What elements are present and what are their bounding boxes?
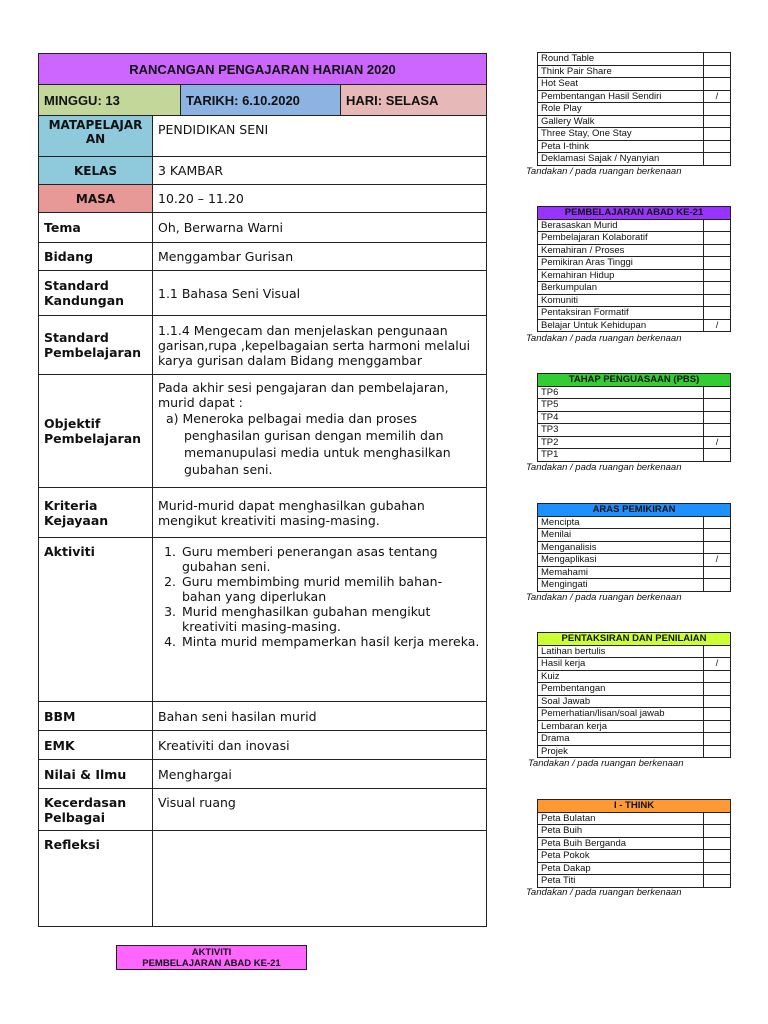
aktiviti-abad21-box	[116, 945, 307, 970]
checklist-item-label: Three Stay, One Stay	[538, 128, 704, 141]
checklist-row	[538, 257, 731, 270]
checklist-mark-cell[interactable]	[704, 128, 731, 141]
checklist-item-label: Pembelajaran Kolaboratif	[538, 232, 704, 245]
plan-title: RANCANGAN PENGAJARAN HARIAN 2020	[39, 54, 487, 85]
checklist-mark-cell[interactable]	[704, 269, 731, 282]
checklist-mark-cell[interactable]	[704, 733, 731, 746]
aktiviti-item: 1. Guru memberi penerangan asas tentang gubahan seni.	[180, 544, 481, 574]
checklist-row	[538, 90, 731, 103]
checklist-mark-cell[interactable]	[704, 53, 731, 66]
checklist-row	[538, 862, 731, 875]
aktiviti-item: 4. Minta murid mempamerkan hasil kerja mereka.	[180, 634, 481, 649]
checklist-mark-cell[interactable]	[704, 115, 731, 128]
teknik-note: Tandakan / pada ruangan berkenaan	[526, 166, 682, 177]
checklist-item-label: Kemahiran / Proses	[538, 244, 704, 257]
checklist-mark-cell[interactable]	[704, 257, 731, 270]
checklist-row	[538, 78, 731, 91]
checklist-item-label: TP2	[538, 436, 704, 449]
nilai-label: Nilai & Ilmu	[39, 760, 153, 789]
bidang-value: Menggambar Gurisan	[153, 243, 487, 271]
pbs-note: Tandakan / pada ruangan berkenaan	[526, 462, 682, 473]
checklist-mark-cell[interactable]	[704, 862, 731, 875]
checklist-mark-cell[interactable]: /	[704, 90, 731, 103]
standard-kandungan-label: Standard Kandungan	[39, 271, 153, 316]
checklist-item-label: Think Pair Share	[538, 65, 704, 78]
pentaksiran-header-row	[538, 633, 731, 646]
checklist-item-label: TP1	[538, 449, 704, 462]
aktiviti-list	[158, 544, 481, 649]
checklist-row	[538, 670, 731, 683]
checklist-row	[538, 103, 731, 116]
checklist-item-label: Pemerhatian/lisan/soal jawab	[538, 708, 704, 721]
checklist-row	[538, 53, 731, 66]
checklist-item-label: TP3	[538, 424, 704, 437]
checklist-row	[538, 850, 731, 863]
checklist-row	[538, 307, 731, 320]
checklist-mark-cell[interactable]	[704, 566, 731, 579]
checklist-row	[538, 319, 731, 332]
checklist-item-label: Lembaran kerja	[538, 720, 704, 733]
checklist-item-label: Peta Buih	[538, 825, 704, 838]
checklist-mark-cell[interactable]	[704, 695, 731, 708]
checklist-mark-cell[interactable]	[704, 424, 731, 437]
aras-header: ARAS PEMIKIRAN	[538, 504, 731, 517]
checklist-mark-cell[interactable]: /	[704, 436, 731, 449]
checklist-row	[538, 449, 731, 462]
checklist-item-label: Kuiz	[538, 670, 704, 683]
kecerdasan-value: Visual ruang	[153, 789, 487, 831]
checklist-item-label: Pembentangan Hasil Sendiri	[538, 90, 704, 103]
checklist-row	[538, 812, 731, 825]
checklist-item-label: Role Play	[538, 103, 704, 116]
checklist-item-label: Menilai	[538, 529, 704, 542]
tarikh-cell: TARIKH: 6.10.2020	[181, 85, 341, 116]
matapelajaran-label: MATAPELAJARAN	[39, 116, 153, 157]
checklist-row	[538, 269, 731, 282]
pbs-checklist	[537, 373, 731, 462]
checklist-row	[538, 529, 731, 542]
checklist-row	[538, 658, 731, 671]
checklist-row	[538, 733, 731, 746]
checklist-mark-cell[interactable]	[704, 670, 731, 683]
checklist-mark-cell[interactable]	[704, 399, 731, 412]
kriteria-value: Murid-murid dapat menghasilkan gubahan mengikut kreativiti masing-masing.	[153, 488, 487, 538]
checklist-row	[538, 645, 731, 658]
aras-header-row	[538, 504, 731, 517]
checklist-row	[538, 720, 731, 733]
checklist-mark-cell[interactable]	[704, 645, 731, 658]
checklist-mark-cell[interactable]	[704, 837, 731, 850]
checklist-item-label: Gallery Walk	[538, 115, 704, 128]
checklist-mark-cell[interactable]	[704, 812, 731, 825]
checklist-item-label: Peta Buih Berganda	[538, 837, 704, 850]
abad21-checklist	[537, 206, 731, 332]
checklist-mark-cell[interactable]	[704, 386, 731, 399]
objektif-intro: Pada akhir sesi pengajaran dan pembelajaran, murid dapat :	[158, 380, 449, 410]
bbm-label: BBM	[39, 702, 153, 731]
aktiviti-item: 3. Murid menghasilkan gubahan mengikut kreativiti masing-masing.	[180, 604, 481, 634]
checklist-mark-cell[interactable]	[704, 449, 731, 462]
bbm-value: Bahan seni hasilan murid	[153, 702, 487, 731]
checklist-mark-cell[interactable]	[704, 219, 731, 232]
kecerdasan-label: Kecerdasan Pelbagai	[39, 789, 153, 831]
minggu-cell: MINGGU: 13	[39, 85, 181, 116]
checklist-item-label: Deklamasi Sajak / Nyanyian	[538, 153, 704, 166]
checklist-row	[538, 115, 731, 128]
checklist-row	[538, 683, 731, 696]
bidang-label: Bidang	[39, 243, 153, 271]
checklist-row	[538, 219, 731, 232]
checklist-row	[538, 554, 731, 567]
matapelajaran-value: PENDIDIKAN SENI	[153, 116, 487, 157]
aktiviti-abad21-line2: PEMBELAJARAN ABAD KE-21	[142, 958, 281, 969]
checklist-item-label: TP5	[538, 399, 704, 412]
lesson-plan-table	[38, 53, 486, 927]
nilai-value: Menghargai	[153, 760, 487, 789]
checklist-item-label: Hot Seat	[538, 78, 704, 91]
checklist-mark-cell[interactable]	[704, 516, 731, 529]
checklist-item-label: Pentaksiran Formatif	[538, 307, 704, 320]
checklist-mark-cell[interactable]	[704, 745, 731, 758]
checklist-mark-cell[interactable]: /	[704, 554, 731, 567]
standard-pembelajaran-value: 1.1.4 Mengecam dan menjelaskan pengunaan garisan,rupa ,kepelbagaian serta harmoni melalui karya gurisan dalam Bidang menggambar	[153, 316, 487, 375]
checklist-item-label: Pemikiran Aras Tinggi	[538, 257, 704, 270]
checklist-row	[538, 825, 731, 838]
standard-pembelajaran-label: Standard Pembelajaran	[39, 316, 153, 375]
checklist-item-label: Peta Dakap	[538, 862, 704, 875]
checklist-row	[538, 65, 731, 78]
checklist-row	[538, 516, 731, 529]
checklist-mark-cell[interactable]	[704, 850, 731, 863]
emk-label: EMK	[39, 731, 153, 760]
checklist-item-label: Pembentangan	[538, 683, 704, 696]
checklist-mark-cell[interactable]	[704, 282, 731, 295]
checklist-item-label: Drama	[538, 733, 704, 746]
checklist-item-label: Mengaplikasi	[538, 554, 704, 567]
checklist-row	[538, 128, 731, 141]
hari-cell: HARI: SELASA	[341, 85, 487, 116]
checklist-mark-cell[interactable]	[704, 683, 731, 696]
checklist-item-label: Berkumpulan	[538, 282, 704, 295]
pbs-header-row	[538, 374, 731, 387]
checklist-mark-cell[interactable]	[704, 232, 731, 245]
checklist-item-label: Belajar Untuk Kehidupan	[538, 319, 704, 332]
checklist-row	[538, 294, 731, 307]
checklist-row	[538, 282, 731, 295]
checklist-item-label: Soal Jawab	[538, 695, 704, 708]
abad21-header-row	[538, 207, 731, 220]
checklist-mark-cell[interactable]	[704, 708, 731, 721]
ithink-header-row	[538, 800, 731, 813]
aras-note: Tandakan / pada ruangan berkenaan	[526, 592, 682, 603]
checklist-row	[538, 837, 731, 850]
checklist-item-label: Peta I-think	[538, 140, 704, 153]
checklist-item-label: Hasil kerja	[538, 658, 704, 671]
checklist-row	[538, 541, 731, 554]
ithink-checklist	[537, 799, 731, 888]
objektif-item: a) Meneroka pelbagai media dan proses penghasilan gurisan dengan memilih dan memanupulasi media untuk menghasilkan gubahan seni.	[166, 411, 451, 477]
checklist-mark-cell[interactable]	[704, 529, 731, 542]
ithink-note: Tandakan / pada ruangan berkenaan	[526, 887, 682, 898]
abad21-header: PEMBELAJARAN ABAD KE-21	[538, 207, 731, 220]
checklist-mark-cell[interactable]	[704, 103, 731, 116]
kelas-value: 3 KAMBAR	[153, 157, 487, 185]
checklist-mark-cell[interactable]	[704, 244, 731, 257]
checklist-item-label: Berasaskan Murid	[538, 219, 704, 232]
checklist-mark-cell[interactable]	[704, 579, 731, 592]
checklist-item-label: Round Table	[538, 53, 704, 66]
checklist-row	[538, 232, 731, 245]
checklist-item-label: Mencipta	[538, 516, 704, 529]
aras-checklist	[537, 503, 731, 592]
checklist-row	[538, 875, 731, 888]
checklist-row	[538, 386, 731, 399]
checklist-row	[538, 436, 731, 449]
checklist-row	[538, 745, 731, 758]
checklist-item-label: TP4	[538, 411, 704, 424]
checklist-mark-cell[interactable]	[704, 720, 731, 733]
checklist-item-label: Latihan bertulis	[538, 645, 704, 658]
checklist-mark-cell[interactable]	[704, 78, 731, 91]
checklist-item-label: Peta Bulatan	[538, 812, 704, 825]
checklist-item-label: Peta Titi	[538, 875, 704, 888]
checklist-item-label: Komuniti	[538, 294, 704, 307]
aktiviti-label: Aktiviti	[39, 538, 153, 702]
checklist-item-label: Menganalisis	[538, 541, 704, 554]
pentaksiran-note: Tandakan / pada ruangan berkenaan	[528, 758, 684, 769]
checklist-mark-cell[interactable]	[704, 65, 731, 78]
checklist-row	[538, 399, 731, 412]
ithink-header: I - THINK	[538, 800, 731, 813]
masa-label: MASA	[39, 185, 153, 213]
checklist-row	[538, 244, 731, 257]
standard-kandungan-value: 1.1 Bahasa Seni Visual	[153, 271, 487, 316]
checklist-mark-cell[interactable]: /	[704, 319, 731, 332]
checklist-item-label: Peta Pokok	[538, 850, 704, 863]
checklist-row	[538, 695, 731, 708]
pentaksiran-checklist	[537, 632, 731, 758]
aktiviti-value	[153, 538, 487, 702]
tema-label: Tema	[39, 213, 153, 243]
objektif-list	[158, 410, 481, 478]
checklist-mark-cell[interactable]	[704, 875, 731, 888]
checklist-mark-cell[interactable]	[704, 294, 731, 307]
checklist-mark-cell[interactable]	[704, 825, 731, 838]
checklist-row	[538, 411, 731, 424]
checklist-mark-cell[interactable]	[704, 307, 731, 320]
checklist-row	[538, 424, 731, 437]
checklist-mark-cell[interactable]: /	[704, 658, 731, 671]
checklist-mark-cell[interactable]	[704, 140, 731, 153]
masa-value: 10.20 – 11.20	[153, 185, 487, 213]
checklist-item-label: Mengingati	[538, 579, 704, 592]
checklist-row	[538, 153, 731, 166]
aktiviti-item: 2. Guru membimbing murid memilih bahan-bahan yang diperlukan	[180, 574, 481, 604]
refleksi-label: Refleksi	[39, 831, 153, 927]
checklist-item-label: Memahami	[538, 566, 704, 579]
teknik-checklist	[537, 52, 731, 166]
checklist-row	[538, 140, 731, 153]
pentaksiran-header: PENTAKSIRAN DAN PENILAIAN	[538, 633, 731, 646]
objektif-value	[153, 375, 487, 488]
checklist-item-label: TP6	[538, 386, 704, 399]
checklist-item-label: Projek	[538, 745, 704, 758]
checklist-mark-cell[interactable]	[704, 153, 731, 166]
objektif-label: Objektif Pembelajaran	[39, 375, 153, 488]
refleksi-value	[153, 831, 487, 927]
checklist-mark-cell[interactable]	[704, 411, 731, 424]
abad21-note: Tandakan / pada ruangan berkenaan	[526, 333, 682, 344]
checklist-row	[538, 708, 731, 721]
kriteria-label: Kriteria Kejayaan	[39, 488, 153, 538]
aktiviti-abad21-line1: AKTIVITI	[191, 947, 232, 958]
checklist-row	[538, 579, 731, 592]
kelas-label: KELAS	[39, 157, 153, 185]
pbs-header: TAHAP PENGUASAAN (PBS)	[538, 374, 731, 387]
checklist-mark-cell[interactable]	[704, 541, 731, 554]
tema-value: Oh, Berwarna Warni	[153, 213, 487, 243]
emk-value: Kreativiti dan inovasi	[153, 731, 487, 760]
checklist-item-label: Kemahiran Hidup	[538, 269, 704, 282]
checklist-row	[538, 566, 731, 579]
